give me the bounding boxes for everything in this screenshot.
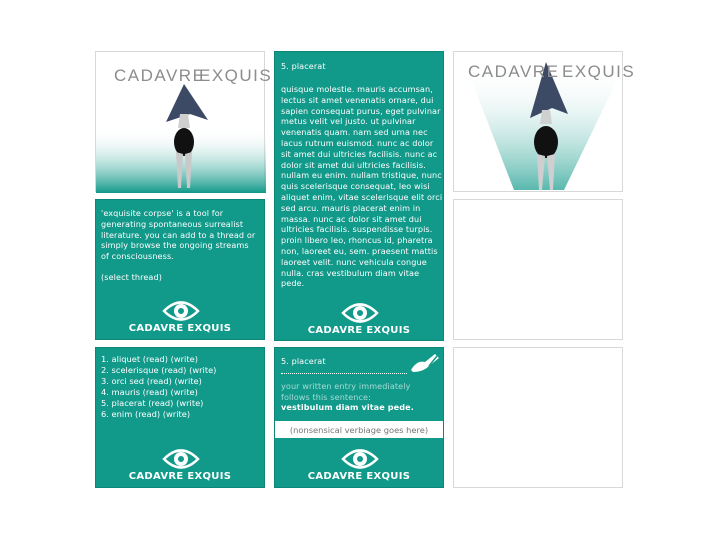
write-link[interactable]: (write) <box>189 365 217 375</box>
intro-panel <box>95 199 265 340</box>
write-panel <box>274 347 444 488</box>
write-link[interactable]: (write) <box>170 354 198 364</box>
thread-item <box>101 398 216 409</box>
thread-view-panel <box>274 51 444 341</box>
read-link[interactable]: (read) <box>148 398 174 408</box>
select-thread-link[interactable]: (select thread) <box>101 272 162 282</box>
thread-label: 1. aliquet <box>101 354 141 364</box>
thread-list <box>101 354 216 420</box>
pen-hand-icon <box>409 350 441 374</box>
brand-name-right: EXQUIS <box>562 62 636 81</box>
thread-item <box>101 354 216 365</box>
brand-wordmark: CADAVRE EXQUIS <box>307 325 411 336</box>
intro-text: 'exquisite corpse' is a tool for generating spontaneous surrealist literature. you can add to a thread or simply browse the ongoing streams of consciousness. <box>101 208 256 262</box>
title-divider <box>281 373 407 374</box>
read-link[interactable]: (read) <box>134 409 161 419</box>
entry-input[interactable] <box>275 421 443 438</box>
write-panel-title: 5. placerat <box>281 356 326 366</box>
thread-label: 2. scelerisque <box>101 365 159 375</box>
thread-label: 5. placerat <box>101 398 146 408</box>
thread-view-body: quisque molestie. mauris accumsan, lectus sit amet venenatis ornare, dui sapien consequat purus, eget pulvinar metus velit vel justo. ut pulvinar venenatis quam. nam sed urna nec lacus rutrum euismod. nunc ac dolor sit amet dui ultricies facilisis. nunc ac dolor sit amet dui ultricies facilisis. nullam eu enim. nullam tristique, nunc quis scelerisque consequat, leo wisi aliquet enim, vitae scelerisque elit orci sed arcu. mauris placerat enim in massa. nunc ac dolor sit amet dui ultricies facilisis. suspendisse turpis. proin libero leo, rhoncus id, pharetra non, laoreet eu, sem. praesent mattis laoreet velit. nunc vehicula congue nulla. cras vestibulum diam vitae pede. <box>281 84 443 289</box>
thread-label: 3. orci sed <box>101 376 145 386</box>
thread-item <box>101 365 216 376</box>
brand-wordmark: CADAVRE EXQUIS <box>128 323 232 334</box>
thread-item <box>101 409 216 420</box>
write-link[interactable]: (write) <box>162 409 191 419</box>
thread-view-title: 5. placerat <box>281 61 326 71</box>
brand-name-left: CADAVRE <box>114 66 206 85</box>
write-prompt: your written entry immediately follows this sentence: <box>281 381 411 402</box>
eye-logo-icon <box>163 298 199 324</box>
thread-list-panel <box>95 347 265 488</box>
brand-name-right: EXQUIS <box>199 66 273 85</box>
thread-item <box>101 387 216 398</box>
brand-tile-large <box>453 51 636 192</box>
write-link[interactable]: (write) <box>170 387 198 397</box>
empty-tile <box>453 347 623 488</box>
thread-item <box>101 376 216 387</box>
brand-name-left: CADAVRE <box>468 62 560 81</box>
write-link[interactable]: (write) <box>176 398 204 408</box>
read-link[interactable]: (read) <box>142 354 168 364</box>
write-link[interactable]: (write) <box>174 376 202 386</box>
eye-logo-icon <box>163 446 199 472</box>
read-link[interactable]: (read) <box>161 365 187 375</box>
brand-tile-small <box>95 51 273 192</box>
thread-label: 6. enim <box>101 409 133 419</box>
eye-logo-icon <box>342 446 378 472</box>
last-sentence: vestibulum diam vitae pede. <box>281 402 414 412</box>
thread-label: 4. mauris <box>101 387 141 397</box>
read-link[interactable]: (read) <box>146 376 172 386</box>
brand-wordmark: CADAVRE EXQUIS <box>128 471 232 482</box>
eye-logo-icon <box>342 300 378 326</box>
read-link[interactable]: (read) <box>142 387 168 397</box>
brand-wordmark: CADAVRE EXQUIS <box>307 471 411 482</box>
empty-tile <box>453 199 623 340</box>
